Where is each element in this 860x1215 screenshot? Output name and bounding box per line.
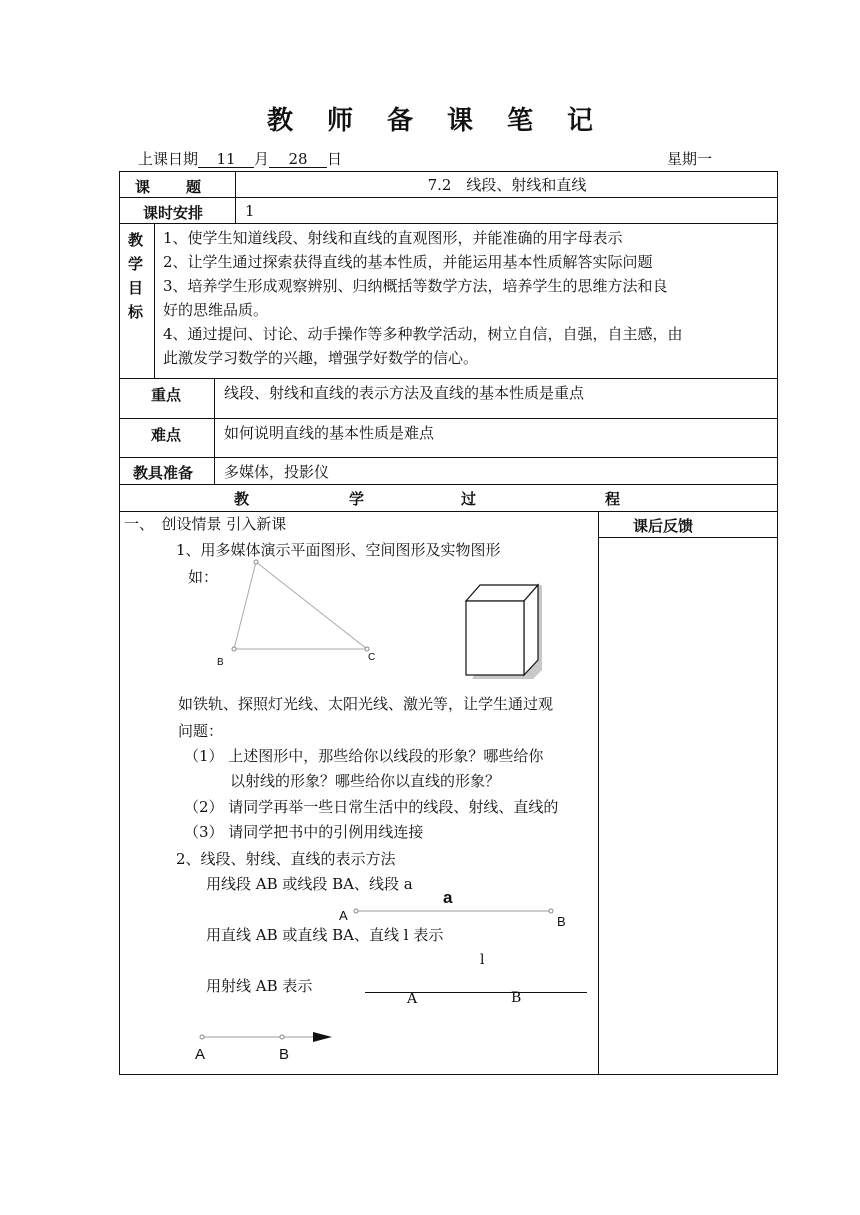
day-label: 日: [327, 150, 343, 168]
segment-text: 用线段 AB 或线段 BA、线段 a: [206, 875, 413, 893]
paragraph-1-cont: 问题：: [178, 722, 224, 740]
goal-line: 3、培养学生形成观察辨别、归纳概括等数学方法，培养学生的思维方法和良: [163, 277, 668, 295]
line-figure: [365, 992, 587, 993]
segment-label-b: B: [557, 914, 566, 929]
question-3: （3） 请同学把书中的引例用线连接: [184, 823, 424, 841]
page-title: 教师备课笔记: [266, 106, 627, 136]
process-header-char: 学: [349, 490, 365, 508]
rule: [119, 378, 778, 379]
rule: [214, 378, 215, 484]
line-text: 用直线 AB 或直线 BA、直线 l 表示: [206, 926, 444, 944]
rule: [119, 418, 778, 419]
segment-figure: [348, 904, 558, 918]
rule: [598, 511, 599, 1075]
key-point-label: 重点: [151, 386, 182, 404]
feedback-header: 课后反馈: [633, 517, 694, 535]
date-prefix: 上课日期: [138, 150, 199, 168]
goal-line: 好的思维品质。: [163, 301, 269, 319]
goals-list: [163, 226, 775, 370]
tools-label: 教具准备: [133, 464, 194, 482]
ray-text: 用射线 AB 表示: [206, 977, 313, 995]
question-1-cont: 以射线的形象？哪些给你以直线的形象？: [230, 772, 501, 790]
ray-label-a: A: [195, 1046, 206, 1063]
rule: [154, 223, 155, 378]
segment-label-a: A: [339, 908, 348, 923]
goal-line: 1、使学生知道线段、射线和直线的直观图形，并能准确的用字母表示: [163, 229, 623, 247]
process-header-char: 过: [461, 490, 477, 508]
goal-line: 此激发学习数学的兴趣，增强学好数学的信心。: [163, 349, 479, 367]
cuboid-figure: [460, 575, 550, 680]
topic-value: 7.2 线段、射线和直线: [427, 176, 587, 194]
rule: [119, 223, 778, 224]
difficulty-label: 难点: [151, 426, 182, 444]
triangle-figure: [212, 556, 382, 666]
line-label-l: l: [480, 952, 485, 968]
topic-label: 课 题: [135, 178, 204, 196]
segment-name: a: [443, 888, 453, 907]
example-label: 如：: [188, 568, 219, 586]
hours-label: 课时安排: [143, 204, 204, 222]
date-line: [138, 148, 342, 169]
rule: [598, 537, 778, 538]
ray-label-b: B: [279, 1046, 290, 1063]
goals-label-char: 目: [128, 279, 144, 297]
question-1: （1） 上述图形中，那些给你以线段的形象？哪些给你: [184, 747, 544, 765]
hours-value: 1: [245, 202, 255, 220]
process-header-char: 程: [605, 490, 621, 508]
question-2: （2） 请同学再举一些日常生活中的线段、射线、直线的: [184, 798, 559, 816]
triangle-label-c: C: [368, 652, 376, 663]
goals-label-char: 教: [128, 231, 144, 249]
month-label: 月: [254, 150, 270, 168]
goal-line: 4、通过提问、讨论、动手操作等多种教学活动，树立自信，自强，自主感，由: [163, 325, 683, 343]
date-day: 28: [269, 151, 327, 168]
weekday: 星期一: [667, 150, 713, 168]
process-header-char: 教: [234, 490, 250, 508]
ray-figure: [196, 1029, 336, 1045]
difficulty-value: 如何说明直线的基本性质是难点: [224, 424, 435, 442]
goals-label-char: 学: [128, 255, 144, 273]
date-month: 11: [198, 151, 254, 168]
goals-label-char: 标: [128, 303, 144, 321]
rule: [119, 197, 778, 198]
item-2: 2、线段、射线、直线的表示方法: [176, 850, 396, 868]
section-heading: 一、 创设情景 引入新课: [124, 515, 287, 533]
rule: [119, 484, 778, 485]
key-point-value: 线段、射线和直线的表示方法及直线的基本性质是重点: [224, 384, 585, 402]
tools-value: 多媒体，投影仪: [224, 463, 330, 481]
paragraph-1: 如铁轨、探照灯光线、太阳光线、激光等，让学生通过观: [178, 695, 554, 713]
triangle-label-b: B: [217, 657, 224, 668]
rule: [119, 457, 778, 458]
line-label-a: A: [407, 991, 418, 1007]
goals-label: [128, 228, 148, 324]
process-content: [120, 512, 597, 1074]
item-1: 1、用多媒体演示平面图形、空间图形及实物图形: [176, 541, 501, 559]
line-label-b: B: [511, 990, 522, 1006]
goal-line: 2、让学生通过探索获得直线的基本性质，并能运用基本性质解答实际问题: [163, 253, 653, 271]
